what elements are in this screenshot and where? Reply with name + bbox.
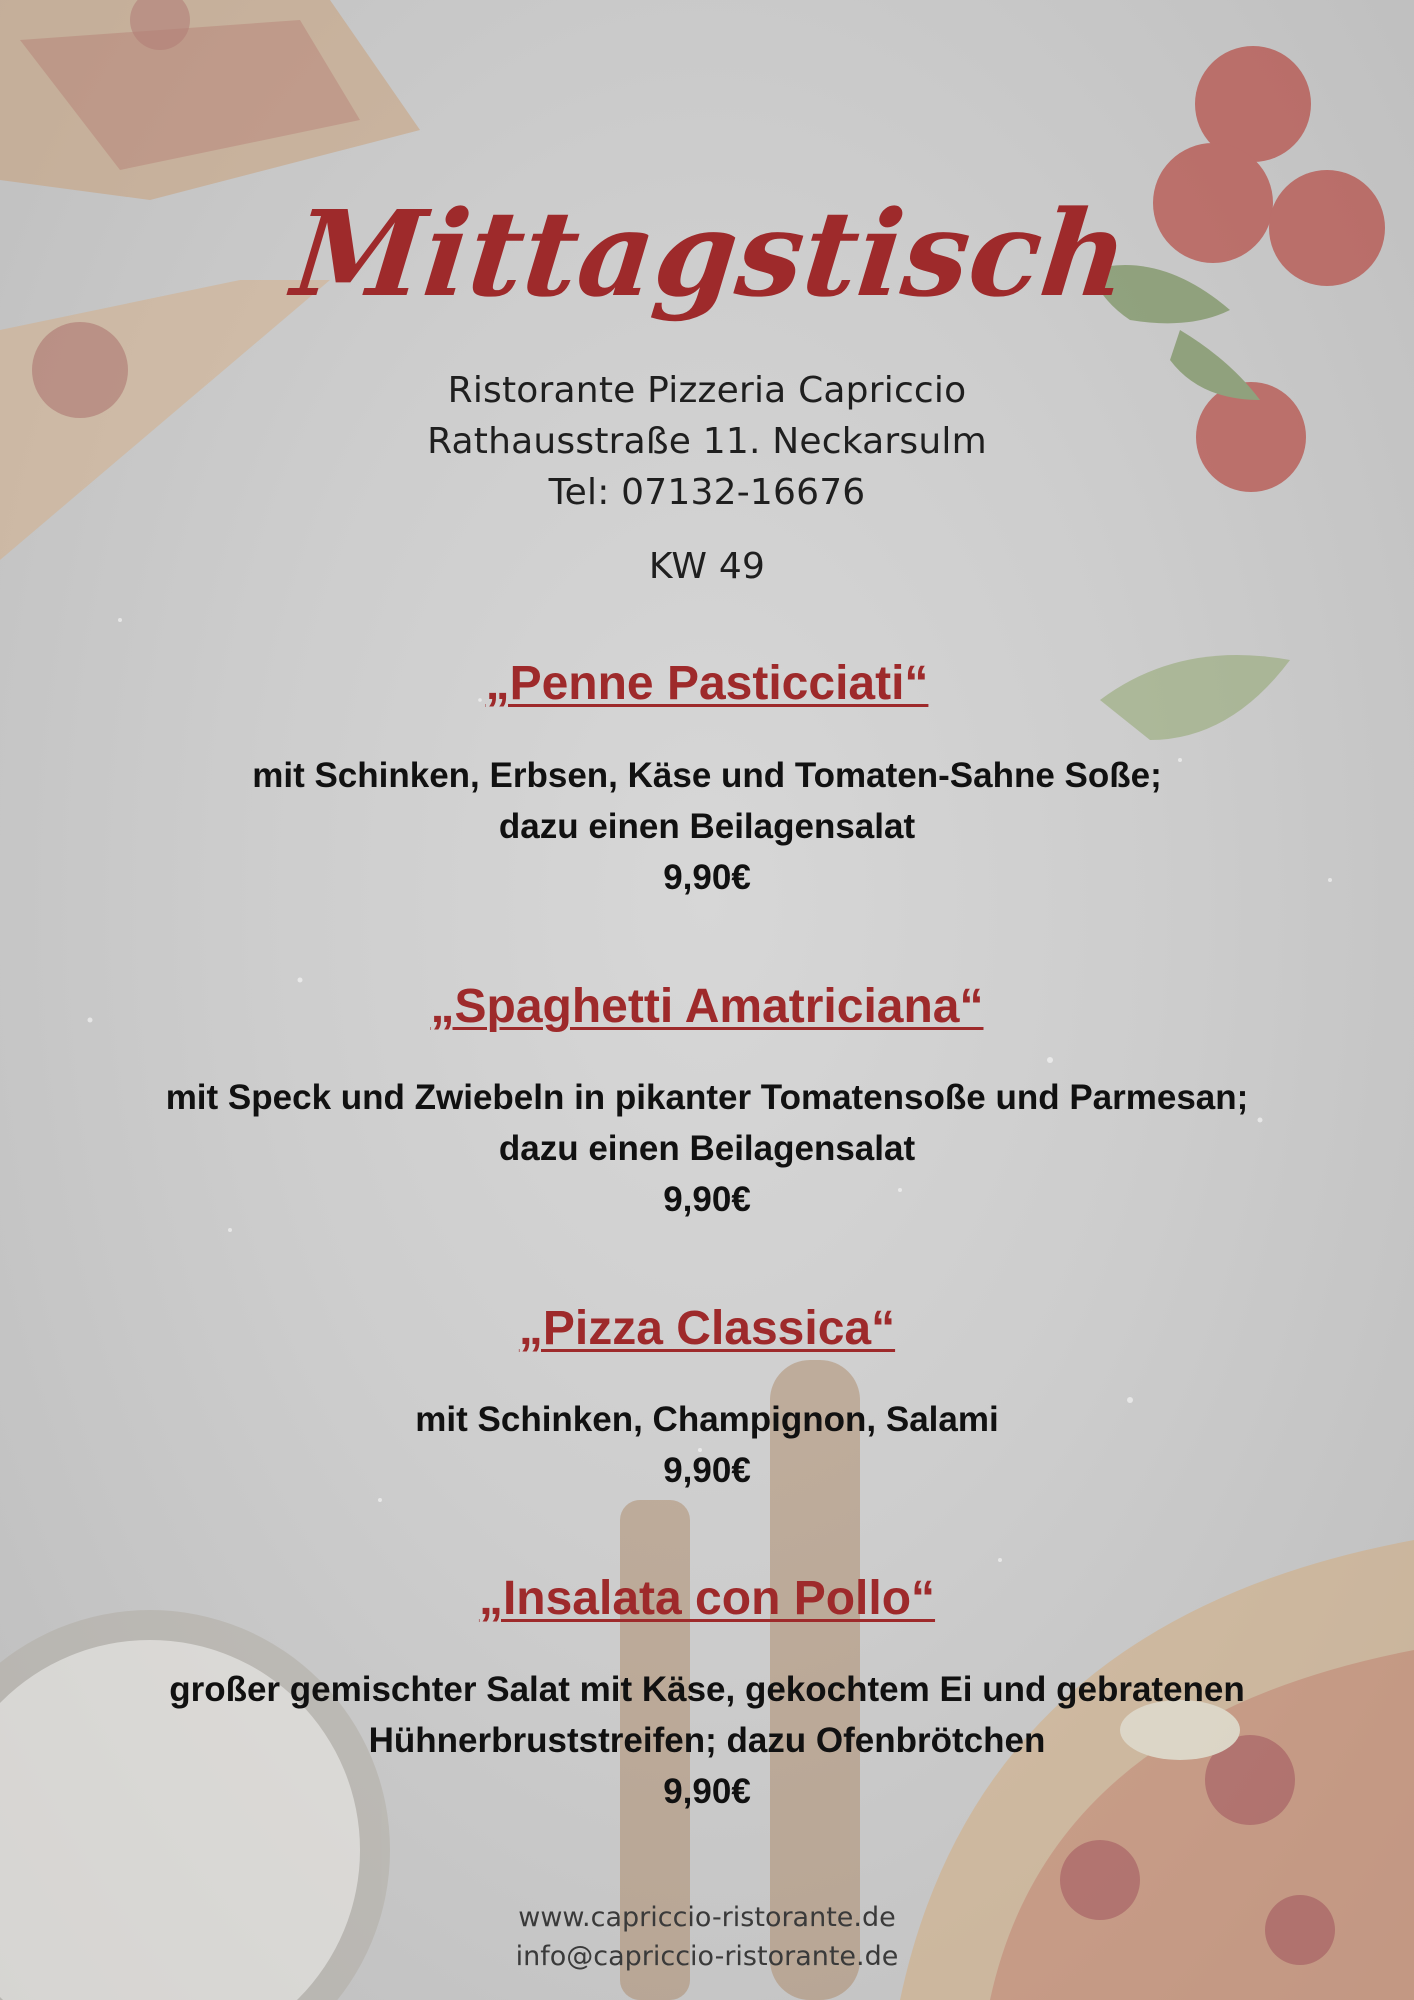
dish-description: dazu einen Beilagensalat <box>498 807 916 846</box>
headline-text: Mittagstisch <box>286 184 1135 323</box>
email-link[interactable]: info@capriccio-ristorante.de <box>515 1941 899 1972</box>
dish-price: 9,90€ <box>663 1772 751 1811</box>
calendar-week: KW 49 <box>648 546 766 587</box>
website-link[interactable]: www.capriccio-ristorante.de <box>518 1902 896 1933</box>
dish-title: „Insalata con Pollo“ <box>478 1572 936 1625</box>
restaurant-phone: Tel: 07132-16676 <box>548 472 866 513</box>
dish-description: mit Schinken, Erbsen, Käse und Tomaten-Sahne Soße; <box>252 756 1162 795</box>
dish-title: „Spaghetti Amatriciana“ <box>430 980 984 1033</box>
dish-description: mit Speck und Zwiebeln in pikanter Tomatensoße und Parmesan; <box>165 1078 1249 1117</box>
dish-title: „Pizza Classica“ <box>518 1302 896 1355</box>
dish-description: dazu einen Beilagensalat <box>498 1129 916 1168</box>
restaurant-name: Ristorante Pizzeria Capriccio <box>447 370 967 411</box>
dish-title: „Penne Pasticciati“ <box>485 657 929 710</box>
dish-price: 9,90€ <box>663 858 751 897</box>
restaurant-address: Rathausstraße 11. Neckarsulm <box>427 421 987 462</box>
dish-description: mit Schinken, Champignon, Salami <box>415 1400 999 1439</box>
dish-price: 9,90€ <box>663 1180 751 1219</box>
dish-description: Hühnerbruststreifen; dazu Ofenbrötchen <box>368 1721 1046 1760</box>
dish-price: 9,90€ <box>663 1451 751 1490</box>
headline-mittagstisch <box>0 175 1414 365</box>
dish-description: großer gemischter Salat mit Käse, gekochtem Ei und gebratenen <box>169 1670 1245 1709</box>
